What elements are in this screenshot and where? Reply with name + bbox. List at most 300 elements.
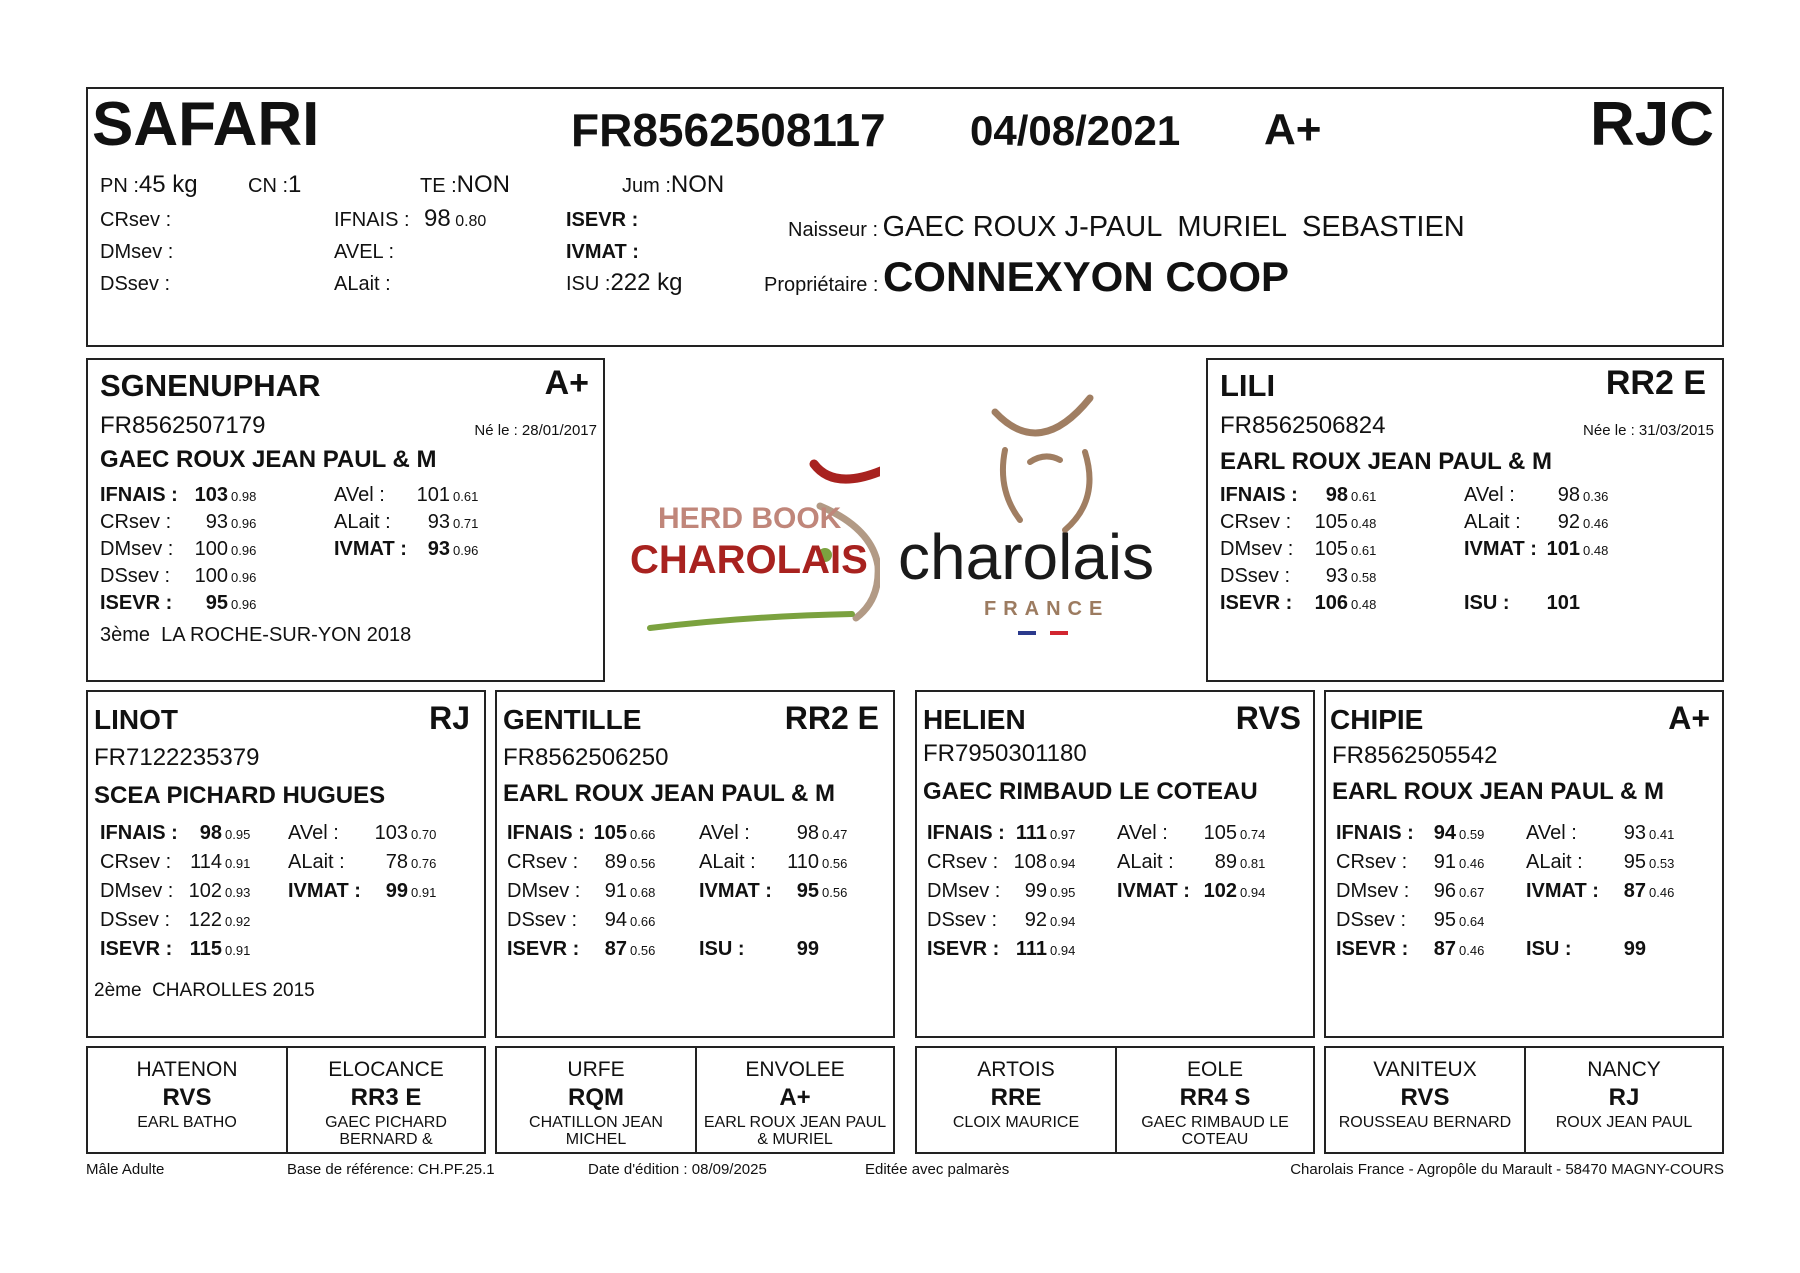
index-label: DMsev : [1336,880,1410,902]
index-label: DMsev : [507,880,581,902]
herdbook-top-text: HERD BOOK [658,502,842,535]
grandparent-box-1 [86,690,486,1038]
index-value: 102 [188,880,222,902]
index-value: 102 [1203,880,1237,902]
pn-label: PN : [100,175,139,197]
avel-label: AVEL : [334,241,395,263]
index-cd: 0.70 [411,827,437,842]
ggp-name: HATENON [136,1058,238,1081]
ggp-group-3 [915,1046,1315,1154]
index-value: 103 [194,484,228,506]
index-value: 103 [374,822,408,844]
ggp-owner: ROUSSEAU BERNARD [1338,1114,1512,1131]
index-label: AVel : [334,484,385,506]
index-label: DSsev : [100,565,171,587]
gp-isu [699,938,819,961]
index-value: 89 [604,851,627,873]
alait-label: ALait : [334,273,391,295]
ggp-owner: CHATILLON JEAN MICHEL [529,1114,663,1148]
ggp-grade: RR4 S [1179,1084,1251,1111]
proprietaire-label: Propriétaire : [764,274,879,296]
index-value: 87 [1433,938,1456,960]
gp-isevr [927,938,1075,961]
dam-id: FR8562506824 [1220,412,1386,439]
gp-avel [699,822,847,845]
ggp-group-2 [495,1046,895,1154]
index-cd: 0.94 [1050,856,1076,871]
france-word: FRANCE [984,598,1110,620]
index-label: AVel : [288,822,339,844]
index-label: IFNAIS : [1336,822,1414,844]
index-value: 98 [796,822,819,844]
gp-ifnais [507,822,655,845]
isu-label: ISU : [566,273,611,295]
gp-name: CHIPIE [1330,704,1424,735]
sire-id: FR8562507179 [100,412,266,439]
gp-dmsev [927,880,1075,903]
sire-born-label: Né le : [474,422,518,439]
animal-qualification: RJC [1589,90,1714,159]
index-label: IFNAIS : [100,484,178,506]
cn-value: 1 [288,171,302,198]
gp-crsev [1336,851,1484,874]
index-label: IFNAIS : [927,822,1005,844]
index-label: ALait : [1526,851,1583,873]
index-cd: 0.61 [1351,489,1377,504]
naisseur-label: Naisseur : [788,219,879,241]
te-field [420,171,510,199]
ggp-cell [917,1048,1117,1152]
sire-born-date: 28/01/2017 [521,422,597,439]
gp-ivmat [699,880,847,903]
index-value: 93 [1623,822,1646,844]
index-label: ISEVR : [507,938,580,960]
sire-crsev [100,511,256,534]
index-label: DSsev : [1336,909,1407,931]
index-cd: 0.66 [630,827,656,842]
index-value: 95 [1623,851,1646,873]
index-label: ISEVR : [1220,592,1293,614]
ggp-cell [497,1048,697,1152]
index-value: 78 [385,851,408,873]
gp-crsev [100,851,250,874]
index-cd: 0.46 [1649,885,1675,900]
dam-crsev [1220,511,1376,534]
ggp-group-4 [1324,1046,1724,1154]
index-value: 122 [188,909,222,931]
gp-dssev [927,909,1075,932]
sire-avel [334,484,478,507]
ggp-owner: EARL BATHO [137,1114,237,1131]
index-cd: 0.67 [1459,885,1485,900]
index-value: 105 [593,822,627,844]
index-cd: 0.98 [231,489,257,504]
gp-crsev [927,851,1075,874]
index-value: 114 [190,851,222,873]
gp-grade: RR2 E [784,700,879,736]
bull-right-face [1065,452,1090,530]
herdbook-green-line [650,614,852,628]
ggp-group-1 [86,1046,486,1154]
index-cd: 0.56 [630,943,656,958]
charolais-word: charolais [898,521,1155,593]
gp-isevr [1336,938,1484,961]
ggp-cell [1326,1048,1526,1152]
index-cd: 0.96 [231,570,257,585]
index-label: AVel : [1526,822,1577,844]
index-cd: 0.76 [411,856,437,871]
index-value: 111 [1015,822,1047,844]
naisseur-field [788,211,1465,244]
sire-grade: A+ [544,364,589,402]
animal-grade: A+ [1264,105,1322,154]
gp-alait [699,851,847,874]
index-label: IFNAIS : [1220,484,1298,506]
gp-ifnais [1336,822,1484,845]
ggp-name: EOLE [1186,1058,1244,1081]
index-cd: 0.91 [225,856,251,871]
index-value: 94 [604,909,627,931]
index-value: 94 [1433,822,1456,844]
crsev-label: CRsev : [100,209,172,231]
index-value: 95 [205,592,228,614]
index-cd: 0.95 [225,827,251,842]
grandparent-box-3 [915,690,1315,1038]
gp-owner: EARL ROUX JEAN PAUL & M [1332,778,1665,805]
index-value: 98 [199,822,222,844]
proprietaire-field [764,253,1289,301]
sire-owner: GAEC ROUX JEAN PAUL & M [100,446,437,473]
index-label: DSsev : [100,909,171,931]
dam-grade: RR2 E [1605,364,1706,402]
index-cd: 0.58 [1351,570,1377,585]
sire-box [86,358,605,682]
index-cd: 0.94 [1050,943,1076,958]
gp-dmsev [507,880,655,903]
dmsev-label: DMsev : [100,241,174,263]
index-cd: 0.74 [1240,827,1266,842]
gp-isu [1526,938,1646,961]
dam-avel [1464,484,1608,507]
gp-alait [288,851,436,874]
index-value: 101 [416,484,450,506]
gp-id: FR8562505542 [1332,742,1498,769]
gp-ifnais [100,822,250,845]
dam-born-date: 31/03/2015 [1638,422,1714,439]
ifnais-cd: 0.80 [455,213,487,230]
index-value: 105 [1203,822,1237,844]
gp-dssev [100,909,250,932]
gp-ifnais [927,822,1075,845]
index-label: IFNAIS : [507,822,585,844]
animal-birth-date: 04/08/2021 [970,107,1181,154]
index-label: ISEVR : [100,938,173,960]
gp-isevr [100,938,250,961]
grandparent-box-2 [495,690,895,1038]
index-value: 91 [1433,851,1456,873]
index-cd: 0.56 [630,856,656,871]
ggp-name: URFE [567,1058,625,1081]
gp-id: FR7122235379 [94,744,260,771]
sire-alait [334,511,478,534]
index-cd: 0.81 [1240,856,1266,871]
dam-name: LILI [1220,368,1276,403]
index-value: 110 [787,851,819,873]
grandparent-box-4 [1324,690,1724,1038]
proprietaire-value: CONNEXYON COOP [882,253,1290,300]
gp-avel [288,822,436,845]
gp-alait [1117,851,1265,874]
index-cd: 0.95 [1050,885,1076,900]
jum-value: NON [670,171,725,198]
ggp-name: ARTOIS [977,1058,1055,1081]
flag-blue-bar [1018,631,1036,635]
index-cd: 0.46 [1459,943,1485,958]
index-cd: 0.61 [1351,543,1377,558]
gp-isevr [507,938,655,961]
index-label: AVel : [699,822,750,844]
index-cd: 0.92 [225,914,251,929]
dam-born-label: Née le : [1583,422,1635,439]
dam-owner: EARL ROUX JEAN PAUL & M [1220,448,1553,475]
index-cd: 0.96 [231,516,257,531]
animal-header-box [86,87,1724,347]
index-value: 99 [1623,938,1646,960]
ggp-name: NANCY [1587,1058,1661,1081]
gp-dssev [507,909,655,932]
index-label: CRsev : [100,511,172,533]
index-label: IVMAT : [288,880,361,902]
index-value: 105 [1314,538,1348,560]
herdbook-horn-arc [814,464,880,479]
gp-dssev [1336,909,1484,932]
index-label: ALait : [1117,851,1174,873]
index-cd: 0.48 [1351,516,1377,531]
index-value: 99 [796,938,819,960]
dam-ivmat [1464,538,1608,561]
ifnais-value: 98 [424,205,451,232]
isu-field [566,269,683,297]
cn-label: CN : [248,175,288,197]
index-label: ALait : [699,851,756,873]
ggp-cell [88,1048,288,1152]
index-label: ISEVR : [1336,938,1409,960]
dam-born [1583,422,1714,439]
index-value: 106 [1314,592,1348,614]
index-label: IVMAT : [1526,880,1599,902]
index-cd: 0.36 [1583,489,1609,504]
index-label: CRsev : [1220,511,1292,533]
index-value: 99 [1024,880,1047,902]
index-value: 91 [604,880,627,902]
animal-id: FR8562508117 [571,104,886,156]
gp-ivmat [1117,880,1265,903]
dam-isu [1464,592,1580,615]
index-label: ISU : [1464,592,1510,614]
index-cd: 0.64 [1459,914,1485,929]
bull-horns [995,398,1090,433]
flag-red-bar [1050,631,1068,635]
index-cd: 0.71 [453,516,479,531]
gp-owner: SCEA PICHARD HUGUES [94,782,386,809]
index-value: 101 [1546,592,1580,614]
index-value: 95 [796,880,819,902]
index-label: DMsev : [100,880,174,902]
ggp-grade: RVS [162,1084,212,1111]
index-label: DMsev : [1220,538,1294,560]
index-label: CRsev : [100,851,172,873]
dam-isevr [1220,592,1376,615]
ivmat-label: IVMAT : [566,241,639,263]
index-label: AVel : [1464,484,1515,506]
ggp-grade: A+ [779,1084,811,1111]
index-cd: 0.96 [231,543,257,558]
index-cd: 0.96 [453,543,479,558]
index-label: IVMAT : [699,880,772,902]
gp-grade: A+ [1668,700,1710,736]
ggp-owner: EARL ROUX JEAN PAUL & MURIEL [703,1114,887,1148]
sire-ifnais [100,484,256,507]
gp-avel [1117,822,1265,845]
te-value: NON [456,171,511,198]
index-value: 93 [1325,565,1348,587]
index-value: 111 [1015,938,1047,960]
index-label: ISU : [699,938,745,960]
dam-dmsev [1220,538,1376,561]
index-value: 92 [1024,909,1047,931]
index-cd: 0.94 [1050,914,1076,929]
index-cd: 0.96 [231,597,257,612]
index-cd: 0.91 [225,943,251,958]
index-cd: 0.66 [630,914,656,929]
index-value: 93 [427,511,450,533]
index-label: DSsev : [507,909,578,931]
gp-id: FR8562506250 [503,744,669,771]
index-value: 98 [1557,484,1580,506]
ggp-grade: RQM [568,1084,624,1111]
sire-dssev [100,565,256,588]
index-label: DSsev : [927,909,998,931]
cn-field [248,171,301,199]
gp-name: GENTILLE [503,704,642,735]
index-cd: 0.61 [453,489,479,504]
index-value: 96 [1433,880,1456,902]
footer-palmares: Editée avec palmarès [865,1161,1010,1178]
index-label: CRsev : [507,851,579,873]
isevr-label: ISEVR : [566,209,639,231]
ggp-grade: RJ [1608,1084,1640,1111]
sire-born [474,422,597,439]
ggp-cell [288,1048,484,1152]
index-label: ALait : [334,511,391,533]
index-label: IVMAT : [334,538,407,560]
herdbook-bottom-text: CHAROLAIS [630,538,868,582]
te-label: TE : [420,175,457,197]
index-value: 108 [1013,851,1047,873]
gp-owner: EARL ROUX JEAN PAUL & M [503,780,836,807]
gp-name: LINOT [94,704,178,735]
gp-crsev [507,851,655,874]
jum-label: Jum : [622,175,671,197]
footer-base: Base de référence: CH.PF.25.1 [287,1161,495,1178]
index-value: 115 [189,938,222,960]
index-value: 93 [205,511,228,533]
jum-field [622,171,724,199]
ggp-name: VANITEUX [1373,1058,1477,1081]
ggp-name: ENVOLEE [745,1058,845,1081]
gp-ivmat [288,880,436,903]
gp-id: FR7950301180 [923,740,1087,767]
gp-owner: GAEC RIMBAUD LE COTEAU [923,778,1258,805]
gp-alait [1526,851,1674,874]
dssev-label: DSsev : [100,273,171,295]
index-cd: 0.93 [225,885,251,900]
ggp-owner: ROUX JEAN PAUL [1555,1114,1693,1131]
footer-category: Mâle Adulte [86,1161,165,1178]
gp-ivmat [1526,880,1674,903]
gp-grade: RVS [1235,700,1301,736]
bull-left-face [1003,450,1020,520]
index-label: AVel : [1117,822,1168,844]
gp-dmsev [100,880,250,903]
ggp-owner: CLOIX MAURICE [952,1114,1080,1131]
index-value: 89 [1214,851,1237,873]
index-cd: 0.48 [1351,597,1377,612]
footer-edition: Date d'édition : 08/09/2025 [588,1161,767,1178]
index-cd: 0.56 [822,885,848,900]
index-label: DMsev : [100,538,174,560]
ggp-owner: GAEC RIMBAUD LE COTEAU [1141,1114,1289,1148]
ggp-owner: GAEC PICHARD BERNARD & [325,1114,447,1148]
bull-brow [1030,456,1060,462]
pn-field [100,171,198,199]
index-cd: 0.41 [1649,827,1675,842]
index-value: 87 [604,938,627,960]
index-label: CRsev : [927,851,999,873]
index-value: 95 [1433,909,1456,931]
index-value: 105 [1314,511,1348,533]
sire-award: 3ème LA ROCHE-SUR-YON 2018 [100,624,412,646]
index-cd: 0.59 [1459,827,1485,842]
pn-value: 45 kg [138,171,198,198]
ifnais-field [334,205,486,233]
dam-dssev [1220,565,1376,588]
index-value: 92 [1557,511,1580,533]
dam-box [1206,358,1724,682]
index-cd: 0.97 [1050,827,1076,842]
index-label: ISU : [1526,938,1572,960]
ifnais-label: IFNAIS : [334,209,410,231]
animal-name: SAFARI [92,90,320,159]
index-value: 100 [194,565,228,587]
ggp-cell [1117,1048,1313,1152]
sire-isevr [100,592,256,615]
index-value: 100 [194,538,228,560]
sire-name: SGNENUPHAR [100,368,321,403]
ggp-name: ELOCANCE [328,1058,444,1081]
dam-alait [1464,511,1608,534]
naisseur-value: GAEC ROUX J-PAUL MURIEL SEBASTIEN [882,211,1465,243]
index-cd: 0.91 [411,885,437,900]
ggp-cell [1526,1048,1722,1152]
ggp-grade: RVS [1400,1084,1450,1111]
index-label: ISEVR : [927,938,1000,960]
index-value: 87 [1623,880,1646,902]
index-cd: 0.47 [822,827,848,842]
isu-value: 222 kg [610,269,683,296]
ggp-cell [697,1048,893,1152]
index-value: 101 [1546,538,1580,560]
